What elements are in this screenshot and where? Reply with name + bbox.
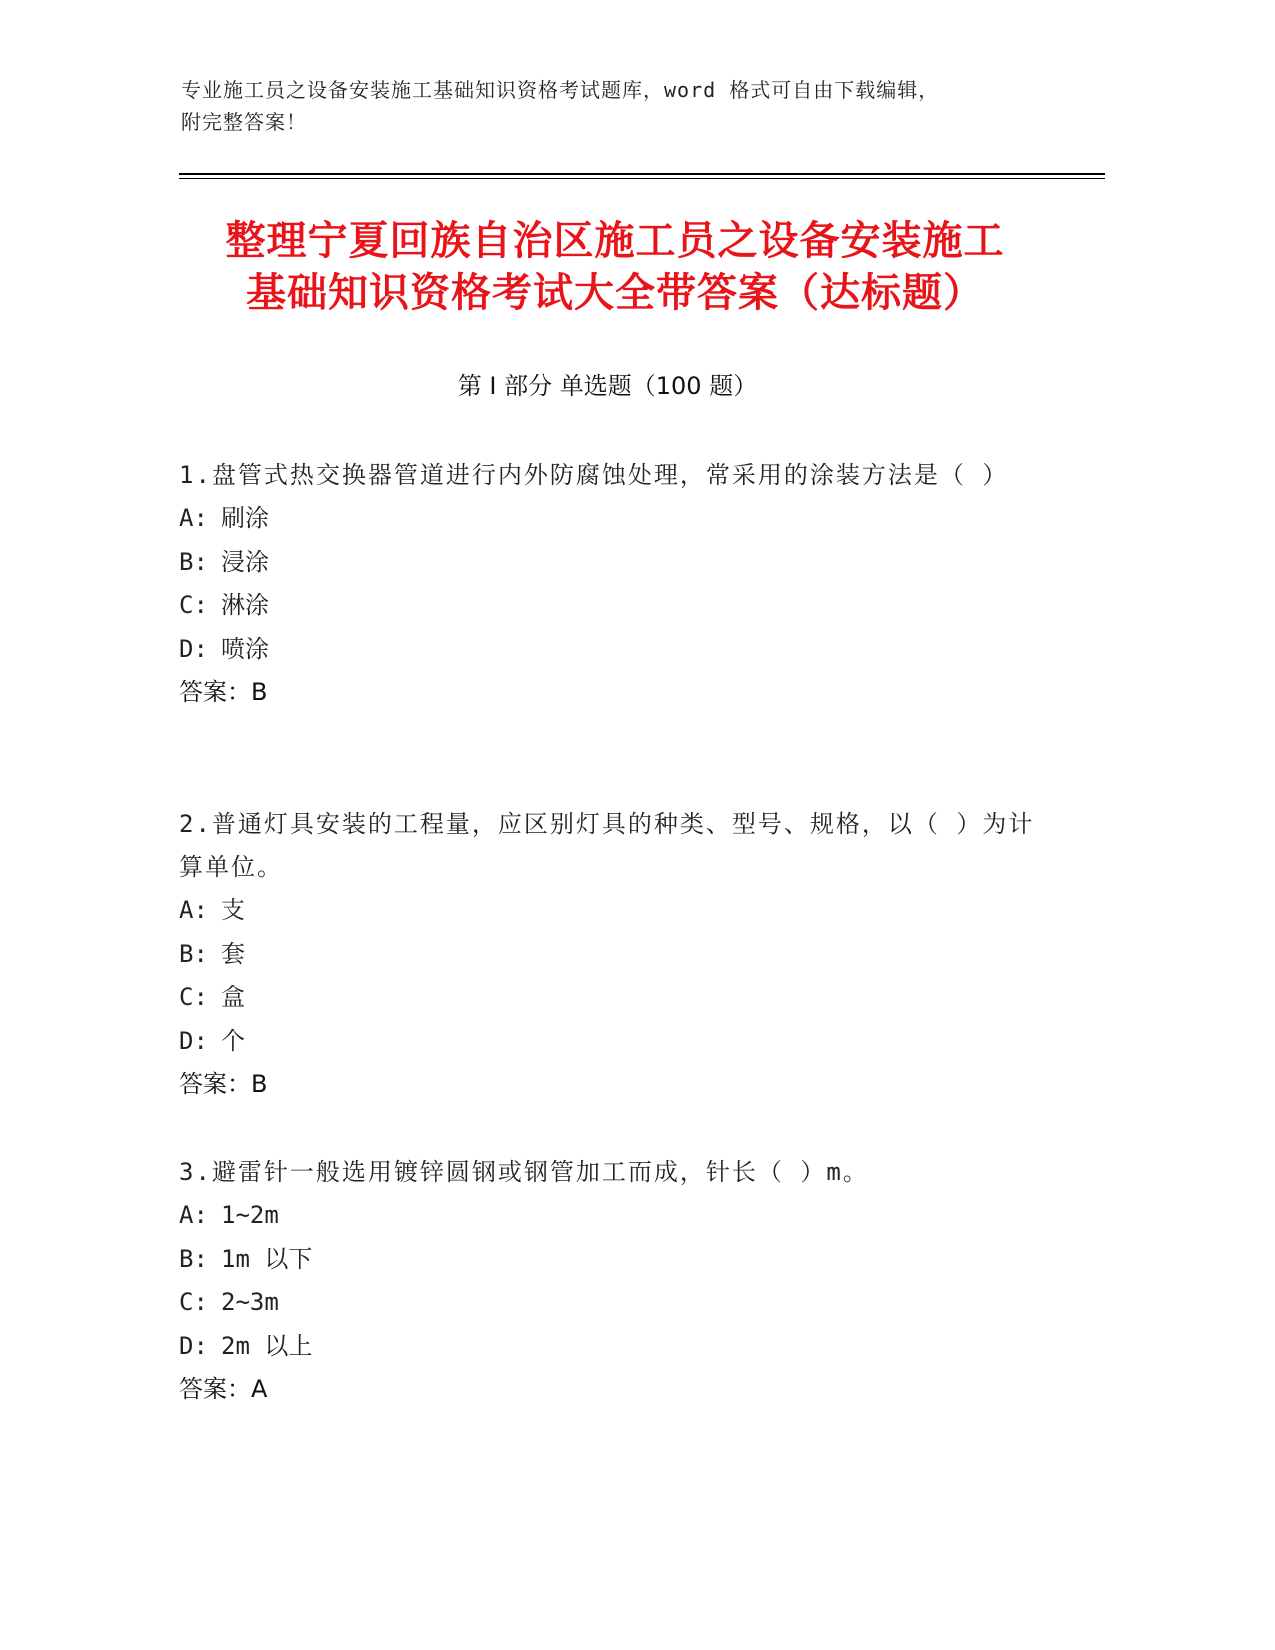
answer-label: 答案：A (179, 1375, 268, 1403)
header-divider-thin (179, 178, 1105, 179)
option-a (179, 497, 1039, 541)
option-d (179, 1020, 1039, 1064)
header-note-line: 附完整答案！ (181, 110, 307, 134)
option-text: 套 (221, 939, 245, 968)
option-a (179, 1194, 1039, 1238)
option-key: A: (179, 896, 208, 924)
option-d (179, 628, 1039, 672)
section-title: 第 I 部分 单选题（100 题） (457, 372, 758, 400)
option-text: 支 (221, 896, 245, 924)
document-title-line: 基础知识资格考试大全带答案（达标题） (246, 270, 984, 316)
header-divider-thick (179, 173, 1105, 175)
option-text: 1m 以下 (221, 1244, 313, 1273)
option-c (179, 1281, 1039, 1325)
option-key: B: (179, 547, 208, 576)
option-key: A: (179, 504, 208, 532)
option-key: B: (179, 1244, 208, 1273)
option-text: 1~2m (221, 1201, 279, 1229)
option-key: D: (179, 1331, 208, 1360)
option-a (179, 889, 1039, 933)
option-key: D: (179, 634, 208, 663)
option-key: C: (179, 591, 208, 619)
question-item (179, 454, 1039, 715)
answer-label: 答案：B (179, 1070, 268, 1098)
option-text: 盒 (221, 983, 245, 1011)
option-c (179, 584, 1039, 628)
option-key: C: (179, 983, 208, 1011)
option-text: 喷涂 (221, 634, 269, 663)
header-note (181, 74, 1061, 138)
option-c (179, 976, 1039, 1020)
option-key: A: (179, 1201, 208, 1229)
document-title (150, 215, 1080, 319)
option-text: 个 (221, 1026, 245, 1055)
option-b (179, 1238, 1039, 1282)
answer-label: 答案：B (179, 678, 268, 706)
option-text: 2m 以上 (221, 1331, 313, 1360)
question-text: 2.普通灯具安装的工程量，应区别灯具的种类、型号、规格，以（ ）为计算单位。 (179, 810, 1035, 881)
question-text: 3.避雷针一般选用镀锌圆钢或钢管加工而成，针长（ ）m。 (179, 1158, 869, 1186)
option-key: D: (179, 1026, 208, 1055)
option-text: 2~3m (221, 1288, 279, 1316)
header-note-line: 专业施工员之设备安装施工基础知识资格考试题库，word 格式可自由下载编辑， (181, 78, 940, 102)
option-b (179, 933, 1039, 977)
option-key: B: (179, 939, 208, 968)
option-b (179, 541, 1039, 585)
option-d (179, 1325, 1039, 1369)
document-title-line: 整理宁夏回族自治区施工员之设备安装施工 (225, 218, 1005, 264)
option-text: 淋涂 (221, 591, 269, 619)
question-text: 1.盘管式热交换器管道进行内外防腐蚀处理，常采用的涂装方法是（ ） (179, 461, 1009, 489)
option-text: 浸涂 (221, 547, 269, 576)
question-item (179, 1151, 1039, 1412)
option-key: C: (179, 1288, 208, 1316)
question-item (179, 803, 1039, 1107)
option-text: 刷涂 (221, 504, 269, 532)
